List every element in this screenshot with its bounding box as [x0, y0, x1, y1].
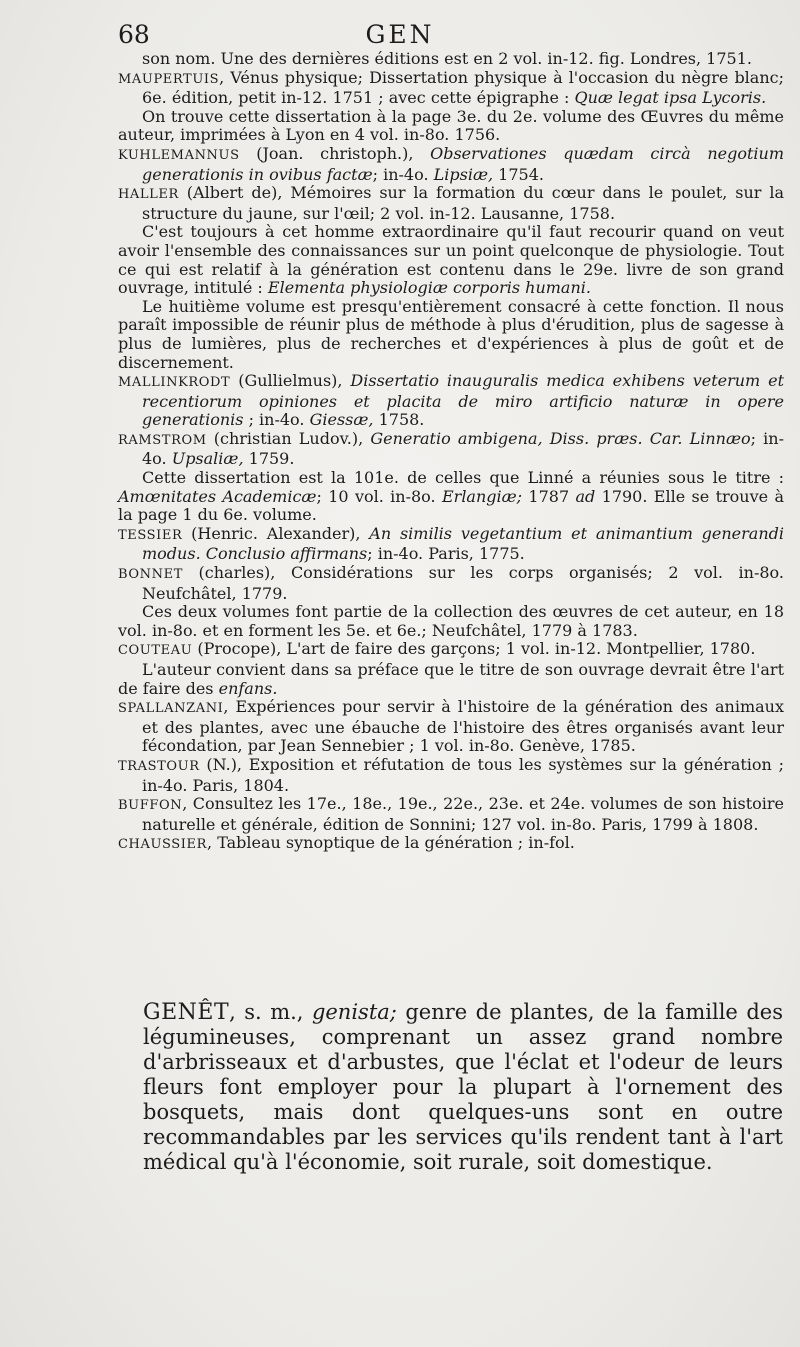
bibliography-entry	[118, 698, 784, 756]
italic-text: ad	[575, 486, 596, 506]
text-run: On trouve cette dissertation à la page 3e. du 2e. volume des Œuvres du même auteur, imprimées à Lyon en 4 vol. in-8o. 1756.	[118, 106, 784, 145]
author-name: MAUPERTUIS	[118, 71, 220, 87]
author-name: COUTEAU	[118, 643, 193, 659]
text-run: (Gullielmus),	[230, 371, 351, 391]
author-name: BUFFON	[118, 798, 183, 814]
text-run: (Joan. christoph.),	[239, 143, 431, 163]
page-number: 68	[118, 20, 150, 49]
text-run: , Vénus physique; Dissertation physique à l'occasion du nègre blanc; 6e. édition, petit in-12. 1751 ; avec cette épigraphe :	[142, 67, 784, 108]
text-run: (Albert de), Mémoires sur la formation du cœur dans le poulet, sur la structure du jaune, sur l'œil; 2 vol. in-12. Lausanne, 1758.	[142, 183, 784, 223]
italic-text: enfans.	[218, 678, 278, 698]
text-run: (N.), Exposition et réfutation de tous les systèmes sur la génération ; in-4o. Paris, 1804.	[142, 754, 784, 795]
commentary-paragraph	[118, 223, 784, 297]
commentary-paragraph	[118, 298, 784, 372]
running-head: GEN	[365, 20, 435, 49]
author-name: HALLER	[118, 187, 179, 203]
text-run: genre de plantes, de la famille des légumineuses, comprenant un assez grand nombre d'arbrisseaux et d'arbustes, que l'éclat et l'odeur de leurs fleurs font employer pour la plupart à l'ornement des bosquets, mais dont quelques-uns sont en outre recommandables par les services qu'ils rendent tant à l'art médical qu'à l'économie, soit rurale, soit domestique.	[143, 1000, 783, 1174]
italic-text: Upsaliæ,	[171, 449, 244, 469]
bibliography-entry	[118, 640, 784, 661]
commentary-paragraph	[118, 50, 784, 69]
bibliography-entry	[118, 145, 784, 184]
author-name: TESSIER	[118, 527, 183, 543]
text-run: 1790. Elle se trouve à la page 1 du 6e. volume.	[118, 486, 785, 525]
headword: GENÊT	[143, 1000, 230, 1025]
text-run: Cette dissertation est la 101e. de celles que Linné a réunies sous le titre :	[142, 468, 784, 488]
italic-text: Giessæ,	[309, 410, 374, 430]
italic-text: Observationes quædam circà negotium generationis in ovibus factæ	[142, 143, 784, 184]
text-run: ; in-4o.	[142, 428, 784, 469]
article-body	[143, 1000, 783, 1174]
text-run: , Expériences pour servir à l'histoire de la génération des animaux et des plantes, avec une ébauche de l'histoire des êtres organisés avant leur fécondation, par Jean Sennebier ; 1 vol. in-8o. Genève, 1785.	[142, 697, 784, 756]
text-run: (Henric. Alexander),	[182, 523, 370, 543]
author-name: BONNET	[118, 567, 183, 583]
text-run: (charles), Considérations sur les corps organisés; 2 vol. in-8o. Neufchâtel, 1779.	[142, 563, 784, 603]
bibliography-entry	[118, 372, 784, 430]
text-run: son nom. Une des dernières éditions est en 2 vol. in-12. fig. Londres, 1751.	[142, 49, 752, 68]
bibliography-section	[118, 50, 784, 855]
commentary-paragraph	[118, 469, 784, 525]
italic-text: An similis vegetantium et animantium generandi modus. Conclusio affirmans	[142, 523, 785, 564]
text-run: ; in-4o. Paris, 1775.	[367, 544, 525, 564]
text-run: 1754.	[493, 164, 544, 184]
author-name: CHAUSSIER	[118, 837, 208, 853]
text-run: , s. m.,	[229, 1000, 312, 1024]
bibliography-entry	[118, 525, 784, 564]
text-run: (Procope), L'art de faire des garçons; 1 vol. in-12. Montpellier, 1780.	[192, 639, 756, 659]
text-run: 1787	[522, 486, 576, 506]
author-name: RAMSTROM	[118, 432, 207, 448]
italic-text: genista;	[311, 1000, 397, 1024]
text-run: Le huitième volume est presqu'entièrement consacré à cette fonction. Il nous paraît impossible de réunir plus de méthode à plus d'érudition, plus de sagesse à plus de lumières, plus de recherches et d'expériences à plus de goût et de discernement.	[118, 296, 784, 372]
bibliography-entry	[118, 834, 784, 855]
author-name: MALLINKRODT	[118, 375, 231, 391]
bibliography-entry	[118, 184, 784, 223]
bibliography-entry	[118, 564, 784, 603]
article-genet	[143, 1000, 783, 1175]
text-run: , Consultez les 17e., 18e., 19e., 22e., 23e. et 24e. volumes de son histoire naturelle et générale, édition de Sonnini; 127 vol. in-8o. Paris, 1799 à 1808.	[142, 794, 784, 834]
author-name: TRASTOUR	[118, 758, 200, 774]
commentary-paragraph	[118, 603, 784, 640]
text-run: , Tableau synoptique de la génération ; in-fol.	[207, 833, 575, 853]
bibliography-entry	[118, 756, 784, 795]
text-run: 1759.	[243, 449, 295, 469]
italic-text: Dissertatio inauguralis medica exhibens veterum et recentiorum opiniones et placita de miro artificio naturæ in opere generationis	[142, 371, 785, 430]
text-run: ; in-4o.	[372, 164, 434, 184]
author-name: KUHLEMANNUS	[118, 147, 240, 163]
commentary-paragraph	[118, 661, 784, 698]
bibliography-entry	[118, 430, 784, 469]
italic-text: Generatio ambigena, Diss. præs. Car. Linnæo	[370, 428, 751, 448]
italic-text: Amœnitates Academicæ	[118, 486, 317, 506]
italic-text: Elementa physiologiæ corporis humani.	[267, 278, 591, 298]
text-run: L'auteur convient dans sa préface que le titre de son ouvrage devrait être l'art de faire des	[118, 660, 784, 698]
bibliography-entry	[118, 69, 784, 108]
text-run: ; 10 vol. in-8o.	[316, 486, 442, 506]
bibliography-entry	[118, 795, 784, 834]
text-run: ; in-4o.	[243, 410, 310, 430]
italic-text: Lipsiæ,	[433, 164, 494, 184]
text-run: Ces deux volumes font partie de la collection des œuvres de cet auteur, en 18 vol. in-8o. et en forment les 5e. et 6e.; Neufchâtel, 1779 à 1783.	[118, 602, 784, 640]
italic-text: Quæ legat ipsa Lycoris.	[574, 88, 767, 108]
italic-text: Erlangiæ;	[441, 486, 523, 506]
text-run: (christian Ludov.),	[206, 428, 371, 448]
text-run: C'est toujours à cet homme extraordinaire qu'il faut recourir quand on veut avoir l'ensemble des connaissances sur un point quelconque de physiologie. Tout ce qui est relatif à la génération est contenu dans le 29e. livre de son grand ouvrage, intitulé :	[118, 222, 784, 298]
author-name: SPALLANZANI	[118, 701, 224, 717]
text-run: 1758.	[373, 410, 425, 430]
commentary-paragraph	[118, 108, 784, 145]
